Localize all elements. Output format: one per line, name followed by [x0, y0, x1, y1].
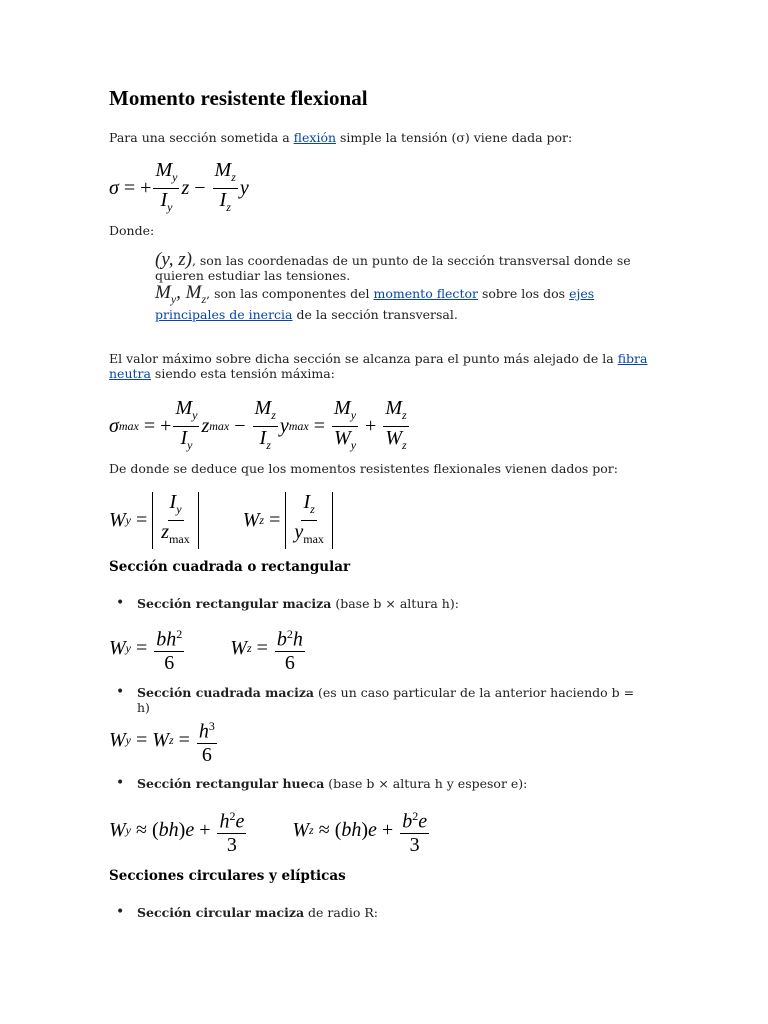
list-rect-hollow	[137, 776, 527, 791]
intro-paragraph: Para una sección sometida a flexión simple la tensión (σ) viene dada por:	[109, 130, 573, 145]
list-item: • Sección rectangular hueca (base b × altura h y espesor e):	[137, 776, 527, 791]
deduce-paragraph: De donde se deduce que los momentos resistentes flexionales vienen dados por:	[109, 461, 618, 476]
formula-rect-hollow: W y ≈ ( bh ) e + $\frac{h^2e}{3}$ W z ≈ ( bh ) e + $\frac{b^2e}{3}$	[109, 806, 431, 855]
link-fibra-neutra[interactable]: fibra neutra	[109, 351, 648, 381]
list-item: • Sección rectangular maciza (base b × altura h):	[137, 596, 459, 611]
heading-rectangular: Sección cuadrada o rectangular	[109, 559, 351, 575]
formula-w-general: W y = $\frac{I_y}{z_{max}}$ W z = $\frac{I_z}{y_{max}}$	[109, 492, 333, 549]
link-momento-flector[interactable]: momento flector	[373, 286, 478, 301]
max-paragraph: El valor máximo sobre dicha sección se alcanza para el punto más alejado de la fibra neutra siendo esta tensión máxima:	[109, 351, 648, 381]
formula-sigma: σ = + $\frac{M_y}{I_y}$ z − $\frac{M_z}{I_z}$ y	[109, 159, 249, 214]
definition-moments: $M_y$, $M_z$, son las componentes del momento flector sobre los dos ejes principales de inercia de la sección transversal.	[155, 282, 595, 322]
list-item: • Sección cuadrada maciza (es un caso particular de la anterior haciendo b = h)	[137, 685, 649, 715]
list-square-solid	[137, 685, 649, 715]
formula-sigma-max: σ max = + $\frac{M_y}{I_y}$ z max − $\frac{M_z}{I_z}$ y max = $\frac{M_y}{W_y}$ + $\frac{M_z}{W_z}$	[109, 397, 407, 452]
definitions-list	[155, 249, 655, 322]
link-flexion[interactable]: flexión	[293, 130, 337, 145]
heading-circular: Secciones circulares y elípticas	[109, 868, 346, 884]
formula-square-solid: W y = W z = $\frac{h^3}{6}$	[109, 716, 219, 765]
formula-rect-solid: W y = $\frac{bh^2}{6}$ W z = $\frac{b^2h}{6}$	[109, 624, 307, 673]
link-ejes-principales[interactable]: ejes principales de inercia	[155, 286, 595, 322]
list-rect-solid	[137, 596, 459, 611]
donde-label: Donde:	[109, 223, 155, 238]
list-circ-solid	[137, 905, 378, 920]
definition-coordinates: (y, z), son las coordenadas de un punto de la sección transversal donde se quieren estudiar las tensiones.	[155, 249, 631, 283]
page-title: Momento resistente flexional	[109, 86, 368, 110]
list-item: • Sección circular maciza de radio R:	[137, 905, 378, 920]
